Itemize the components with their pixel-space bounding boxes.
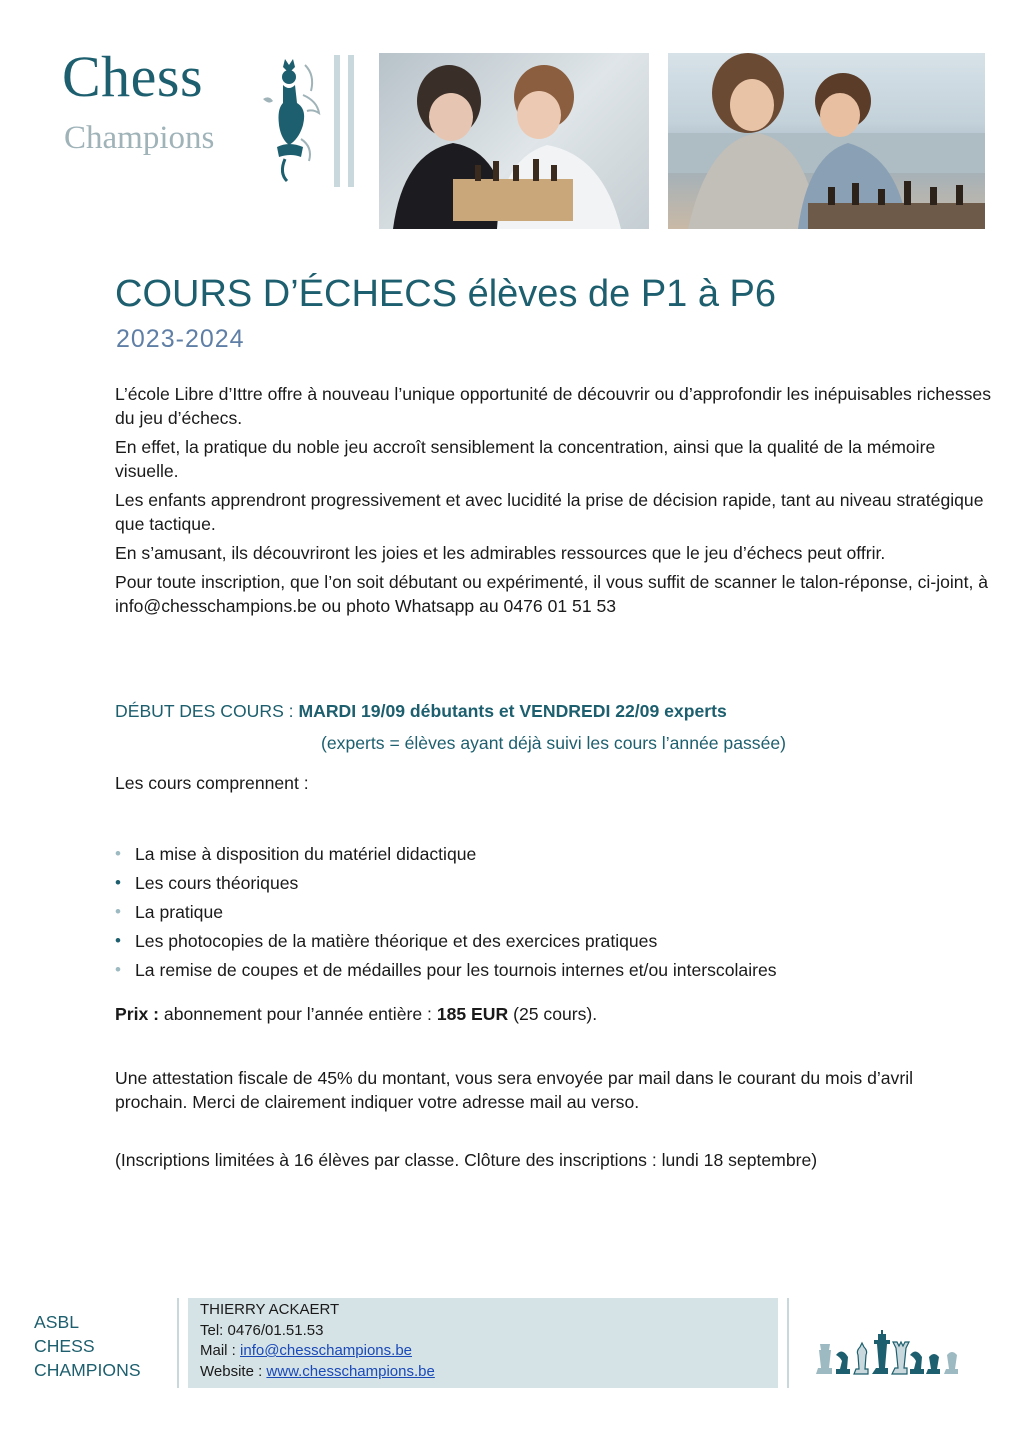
price-amount: 185 EUR (436, 1004, 509, 1024)
experts-note: (experts = élèves ayant déjà suivi les cours l’année passée) (321, 733, 787, 753)
price-suffix: (25 cours). (508, 1004, 598, 1024)
page-title: COURS D’ÉCHECS élèves de P1 à P6 (115, 273, 777, 315)
list-item (115, 929, 777, 958)
fiscal-note: Une attestation fiscale de 45% du montant, vous sera envoyée par mail dans le courant du mois d’avril prochain. Merci de clairement indiquer votre adresse mail au verso. (115, 1068, 914, 1112)
logo-chess-text: Chess (62, 44, 204, 109)
contact-mail-link[interactable]: info@chesschampions.be (240, 1342, 413, 1359)
footer-organisation (34, 1310, 141, 1382)
bullet-icon: • (115, 931, 121, 950)
bullet-icon: • (115, 844, 121, 863)
footer-divider (787, 1298, 789, 1388)
list-item-text: La mise à disposition du matériel didactique (135, 844, 477, 864)
intro-paragraph: Pour toute inscription, que l’on soit débutant ou expérimenté, il vous suffit de scanner le talon-réponse, ci-joint, à info@chesschampions.be ou photo Whatsapp au 0476 01 51 53 (115, 572, 989, 616)
includes-label: Les cours comprennent : (115, 773, 309, 793)
footer-org-line: CHESS (34, 1336, 95, 1356)
footer-contact-box (188, 1298, 778, 1388)
header-divider (334, 55, 340, 187)
list-item-text: La remise de coupes et de médailles pour les tournois internes et/ou interscolaires (135, 960, 777, 980)
chess-pieces-row-icon (812, 1312, 967, 1376)
intro-paragraph: En s’amusant, ils découvriront les joies et les admirables ressources que le jeu d’échecs peut offrir. (115, 543, 886, 563)
contact-mail-line (200, 1341, 778, 1362)
chess-queen-logo-icon (255, 55, 327, 185)
header-divider (348, 55, 354, 187)
price-label: Prix : (115, 1004, 160, 1024)
intro-text (115, 382, 995, 623)
logo-champions-text: Champions (64, 120, 215, 156)
course-start-dates: MARDI 19/09 débutants et VENDREDI 22/09 experts (298, 701, 727, 721)
photo-boys-playing-chess (379, 53, 649, 229)
contact-phone: Tel: 0476/01.51.53 (200, 1321, 324, 1339)
list-item (115, 958, 777, 987)
photo-kids-illustration (668, 53, 985, 229)
footer-org-line: CHAMPIONS (34, 1360, 141, 1380)
list-item (115, 900, 777, 929)
bullet-icon: • (115, 902, 121, 921)
price-line (115, 1004, 597, 1025)
intro-paragraph: L’école Libre d’Ittre offre à nouveau l’unique opportunité de découvrir ou d’approfondir les inépuisables richesses du jeu d’échecs. (115, 384, 992, 428)
course-includes-list (115, 842, 777, 987)
school-year: 2023-2024 (116, 325, 245, 353)
list-item-text: La pratique (135, 902, 224, 922)
contact-mail-label: Mail : (200, 1342, 241, 1359)
contact-website-label: Website : (200, 1362, 267, 1380)
intro-paragraph: En effet, la pratique du noble jeu accroît sensiblement la concentration, ainsi que la qualité de la mémoire visuelle. (115, 437, 936, 481)
registration-limit: (Inscriptions limitées à 16 élèves par classe. Clôture des inscriptions : lundi 18 septembre) (115, 1150, 818, 1170)
footer-org-line: ASBL (34, 1312, 79, 1332)
photo-kids-playing-chess-outdoors (668, 53, 985, 229)
bullet-icon: • (115, 873, 121, 892)
footer-divider (177, 1298, 179, 1388)
contact-name: THIERRY ACKAERT (200, 1301, 340, 1318)
list-item (115, 842, 777, 871)
photo-boys-illustration (379, 53, 649, 229)
price-text: abonnement pour l’année entière : (159, 1004, 437, 1024)
list-item-text: Les cours théoriques (135, 873, 299, 893)
intro-paragraph: Les enfants apprendront progressivement et avec lucidité la prise de décision rapide, tant au niveau stratégique que tactique. (115, 490, 984, 534)
contact-website-link[interactable]: www.chesschampions.be (266, 1362, 435, 1380)
contact-website-line (200, 1362, 778, 1383)
list-item-text: Les photocopies de la matière théorique et des exercices pratiques (135, 931, 658, 951)
course-start (115, 701, 727, 722)
course-start-label: DÉBUT DES COURS : (115, 701, 299, 721)
list-item (115, 871, 777, 900)
bullet-icon: • (115, 960, 121, 979)
